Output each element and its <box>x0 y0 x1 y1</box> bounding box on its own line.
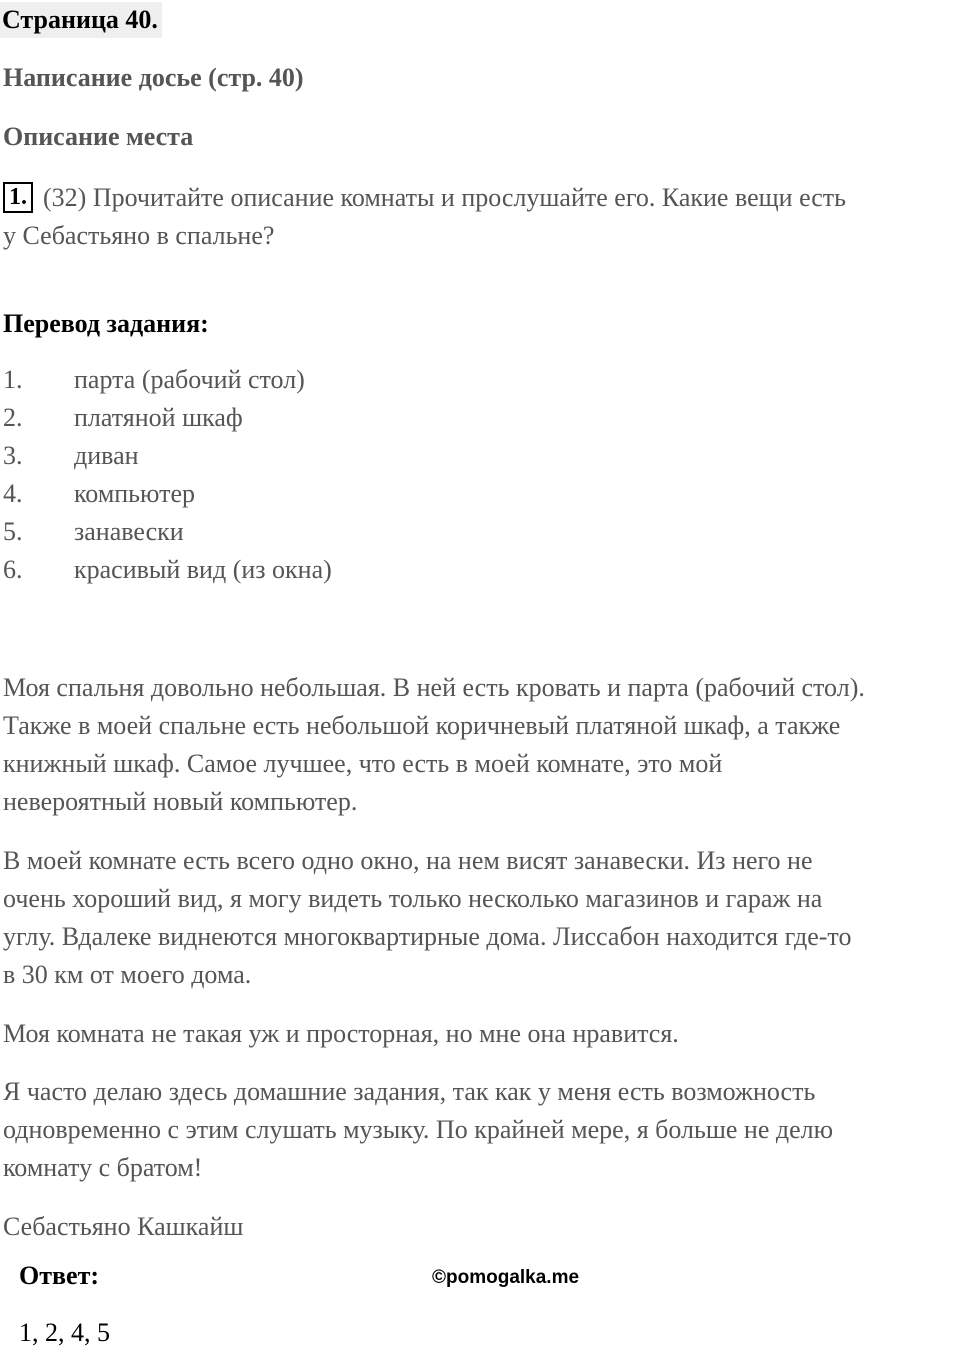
list-item-number: 3. <box>3 441 23 470</box>
subsection-title: Описание места <box>3 122 194 151</box>
list-item-text: красивый вид (из окна) <box>74 555 332 584</box>
paragraph-line: одновременно с этим слушать музыку. По крайней мере, я больше не делю <box>3 1115 834 1144</box>
task-prompt-line-1 <box>3 179 846 217</box>
paragraph-line: в 30 км от моего дома. <box>3 960 252 989</box>
paragraph-line: невероятный новый компьютер. <box>3 787 358 816</box>
list-item-text: компьютер <box>74 479 196 508</box>
list-item <box>3 399 243 437</box>
list-item <box>3 361 305 399</box>
list-item <box>3 551 332 589</box>
list-item <box>3 475 195 513</box>
list-item-number: 6. <box>3 555 23 584</box>
list-item-text: парта (рабочий стол) <box>74 365 305 394</box>
list-item-number: 4. <box>3 479 23 508</box>
paragraph-line: комнату с братом! <box>3 1153 203 1182</box>
list-item-number: 1. <box>3 365 23 394</box>
list-item-text: занавески <box>74 517 184 546</box>
answer-label: Ответ: <box>19 1261 100 1290</box>
paragraph-line: Моя спальня довольно небольшая. В ней есть кровать и парта (рабочий стол). <box>3 673 865 702</box>
answer-value: 1, 2, 4, 5 <box>19 1318 110 1347</box>
signature: Себастьяно Кашкайш <box>3 1212 244 1241</box>
paragraph-line: книжный шкаф. Самое лучшее, что есть в моей комнате, это мой <box>3 749 723 778</box>
paragraph-line: очень хороший вид, я могу видеть только несколько магазинов и гараж на <box>3 884 823 913</box>
list-item-text: диван <box>74 441 139 470</box>
watermark: ©pomogalka.me <box>432 1267 580 1288</box>
task-prompt-line-2: у Себастьяно в спальне? <box>3 221 275 250</box>
section-title: Написание досье (стр. 40) <box>3 63 304 92</box>
page-title: Страница 40. <box>0 2 162 38</box>
list-item <box>3 513 184 551</box>
list-item <box>3 437 139 475</box>
paragraph-line: углу. Вдалеке виднеются многоквартирные дома. Лиссабон находится где-то <box>3 922 852 951</box>
paragraph-line: Моя комната не такая уж и просторная, но мне она нравится. <box>3 1019 679 1048</box>
translation-heading: Перевод задания: <box>3 309 209 338</box>
list-item-text: платяной шкаф <box>74 403 243 432</box>
task-number-badge: 1. <box>3 182 33 213</box>
task-prompt-text-1: (32) Прочитайте описание комнаты и прослушайте его. Какие вещи есть <box>43 183 847 212</box>
list-item-number: 2. <box>3 403 23 432</box>
paragraph-line: Я часто делаю здесь домашние задания, так как у меня есть возможность <box>3 1077 816 1106</box>
paragraph-line: В моей комнате есть всего одно окно, на нем висят занавески. Из него не <box>3 846 813 875</box>
paragraph-line: Также в моей спальне есть небольшой коричневый платяной шкаф, а также <box>3 711 841 740</box>
list-item-number: 5. <box>3 517 23 546</box>
